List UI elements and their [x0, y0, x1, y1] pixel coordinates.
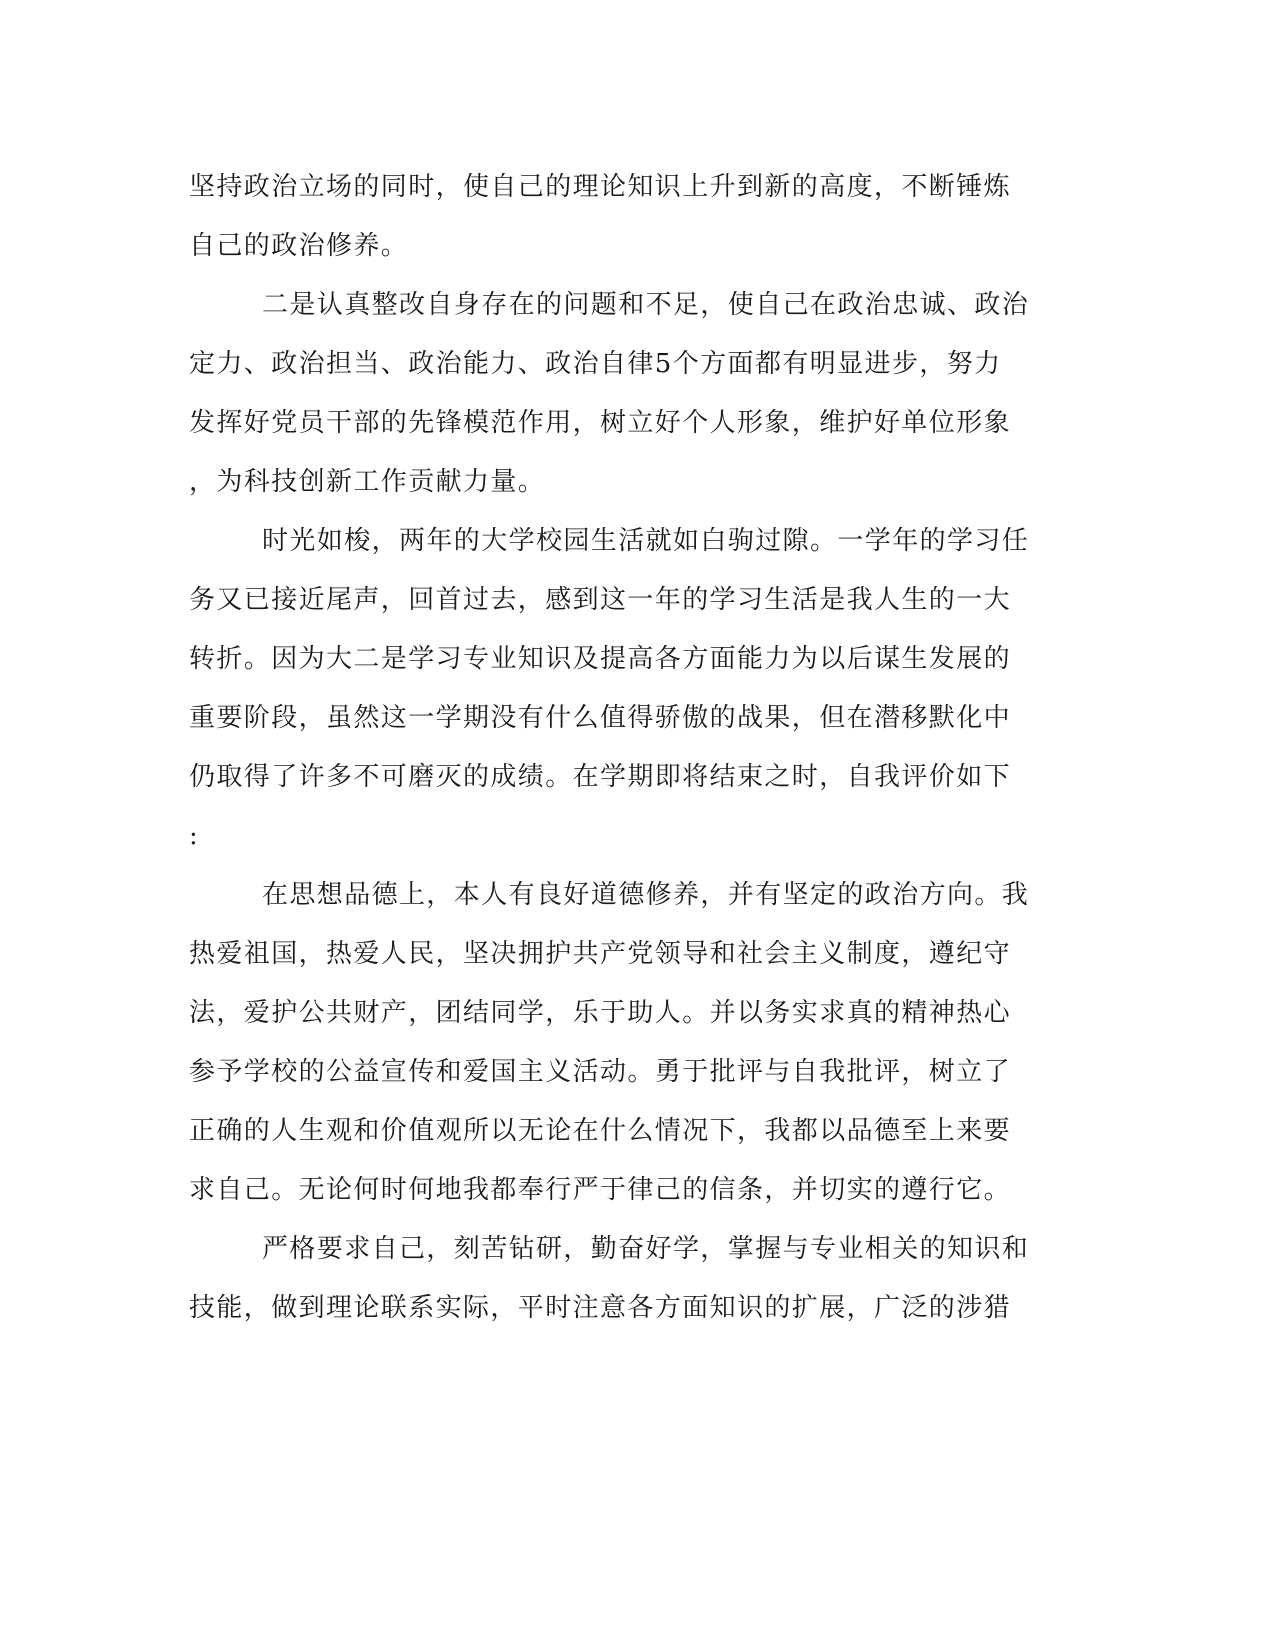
text-line: 正确的人生观和价值观所以无论在什么情况下，我都以品德至上来要 [189, 1116, 1012, 1146]
text-line: : [189, 821, 200, 851]
text-line: 参予学校的公益宣传和爱国主义活动。勇于批评与自我批评，树立了 [189, 1057, 1012, 1087]
text-line: 务又已接近尾声，回首过去，感到这一年的学习生活是我人生的一大 [189, 585, 1012, 615]
text-line: 法，爱护公共财产，团结同学，乐于助人。并以务实求真的精神热心 [189, 998, 1012, 1028]
text-line: 自己的政治修养。 [189, 231, 409, 261]
text-line: 转折。因为大二是学习专业知识及提高各方面能力为以后谋生发展的 [189, 644, 1012, 674]
text-line: 时光如梭，两年的大学校园生活就如白驹过隙。一学年的学习任 [262, 526, 1030, 556]
text-line: 热爱祖国，热爱人民，坚决拥护共产党领导和社会主义制度，遵纪守 [189, 939, 1012, 969]
text-line: 二是认真整改自身存在的问题和不足，使自己在政治忠诚、政治 [262, 290, 1030, 320]
text-line: 定力、政治担当、政治能力、政治自律5个方面都有明显进步，努力 [189, 349, 1002, 379]
document-body [189, 158, 1069, 1338]
text-line: 技能，做到理论联系实际，平时注意各方面知识的扩展，广泛的涉猎 [189, 1293, 1012, 1323]
text-line: 发挥好党员干部的先锋模范作用，树立好个人形象，维护好单位形象 [189, 408, 1012, 438]
text-line: 在思想品德上，本人有良好道德修养，并有坚定的政治方向。我 [262, 880, 1030, 910]
text-line: 严格要求自己，刻苦钻研，勤奋好学，掌握与专业相关的知识和 [262, 1234, 1030, 1264]
text-line: 求自己。无论何时何地我都奉行严于律己的信条，并切实的遵行它。 [189, 1175, 1012, 1205]
text-line: 重要阶段，虽然这一学期没有什么值得骄傲的战果，但在潜移默化中 [189, 703, 1012, 733]
text-line: ，为科技创新工作贡献力量。 [189, 467, 546, 497]
text-line: 坚持政治立场的同时，使自己的理论知识上升到新的高度，不断锤炼 [189, 172, 1012, 202]
text-line: 仍取得了许多不可磨灭的成绩。在学期即将结束之时，自我评价如下 [189, 762, 1012, 792]
